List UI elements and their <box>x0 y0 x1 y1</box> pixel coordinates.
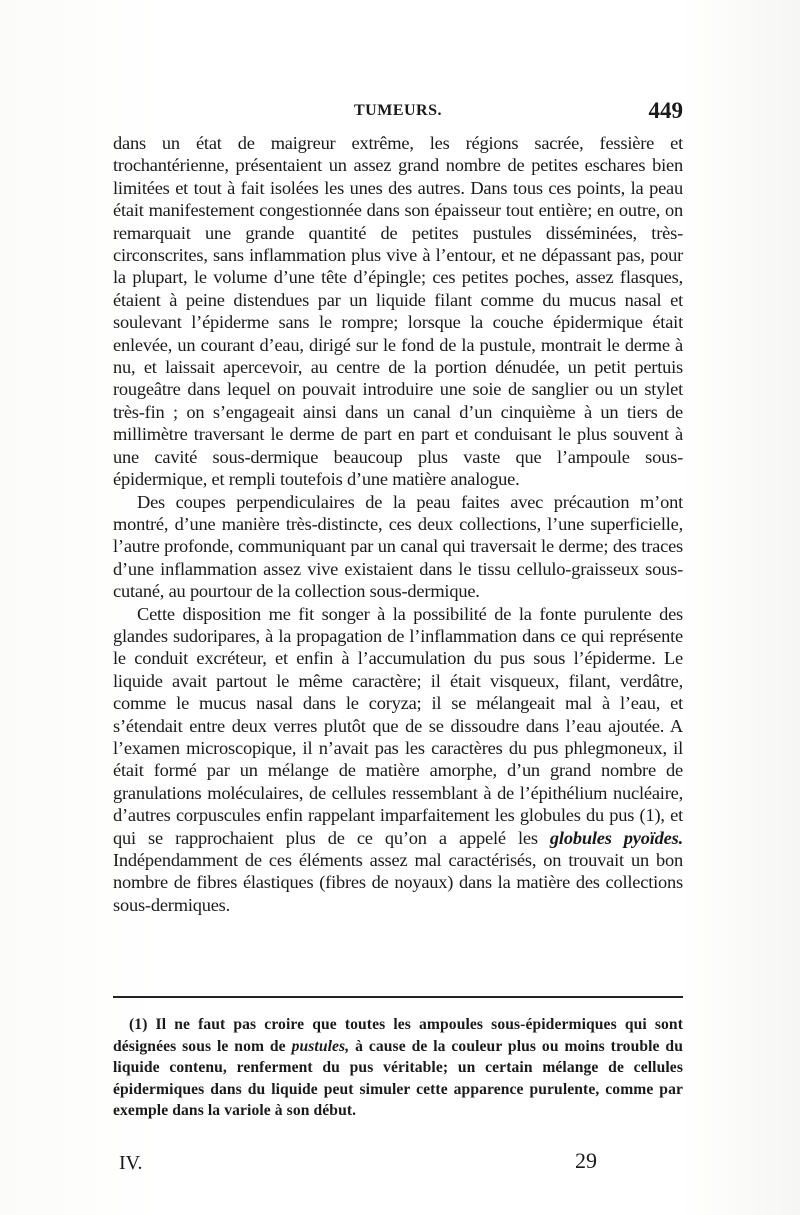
footnote-rule <box>113 996 683 998</box>
footnote <box>113 1014 683 1122</box>
paragraph-1: dans un état de maigreur extrême, les régions sacrée, fessière et trochantérienne, présentaient un assez grand nombre de petites eschares bien limitées et tout à fait isolées les unes des autres. Dans tous ces points, la peau était manifestement congestionnée dans son épaisseur tout entière; en outre, on remarquait une grande quantité de petites pustules disséminées, très-circonscrites, sans inflammation plus vive à l’entour, et ne dépassant pas, pour la plupart, le volume d’une tête d’épingle; ces petites poches, assez flasques, étaient à peine distendues par un liquide filant comme du mucus nasal et soulevant l’épiderme sans le rompre; lorsque la couche épidermique était enlevée, un courant d’eau, dirigé sur le fond de la pustule, montrait le derme à nu, et laissait apercevoir, au centre de la portion dénudée, un petit pertuis rougeâtre dans lequel on pouvait introduire une soie de sanglier ou un stylet très-fin ; on s’engageait ainsi dans un canal d’un cinquième à un tiers de millimètre traversant le derme de part en part et conduisant le plus souvent à une cavité sous-dermique beaucoup plus vaste que l’ampoule sous-épidermique, et rempli toutefois d’une matière analogue. <box>113 133 683 490</box>
paragraph-2: Des coupes perpendiculaires de la peau faites avec précaution m’ont montré, d’une manière très-distincte, ces deux collections, l’une superficielle, l’autre profonde, communiquant par un canal qui traversait le derme; des traces d’une inflammation assez vive existaient dans le tissu cellulo-graisseux sous-cutané, au pourtour de la collection sous-dermique. <box>113 491 683 602</box>
paragraph-3-text-start: Cette disposition me fit songer à la possibilité de la fonte purulente des glandes sudoripares, à la propagation de l’inflammation dans ce qui représente le conduit excréteur, et enfin à l’accumulation du pus sous l’épiderme. Le liquide avait partout le même caractère; il était visqueux, filant, verdâtre, comme le mucus nasal dans le coryza; il se mélangeait mal à l’eau, et s’étendait entre deux verres plutôt que de se dissoudre dans l’eau ajoutée. A l’examen microscopique, il n’avait pas les caractères du pus phlegmoneux, il était formé par un mélange de matière amorphe, d’un grand nombre de granulations moléculaires, de cellules ressemblant à de l’épithélium nucléaire, d’autres corpuscules enfin rappelant imparfaitement les globules du pus (1), et qui se rapprochaient plus de ce qu’on a appelé les <box>113 603 683 848</box>
volume-mark: IV. <box>119 1152 143 1174</box>
footnote-text-start: (1) Il ne faut pas croire que toutes les ampoules sous-épidermiques qui sont désignées sous le nom de <box>113 1016 683 1055</box>
signature-line <box>113 1148 683 1178</box>
page-number: 449 <box>648 98 683 123</box>
footnote-italic-term: pustules, <box>291 1037 350 1055</box>
paragraph-3-text-end: Indépendamment de ces éléments assez mal caractérisés, on trouvait un bon nombre de fibres élastiques (fibres de noyaux) dans la matière des collections sous-dermiques. <box>113 850 683 915</box>
page-header <box>113 98 683 126</box>
sheet-signature: 29 <box>575 1148 597 1173</box>
running-title: TUMEURS. <box>353 102 442 119</box>
main-text <box>113 132 683 916</box>
paragraph-3 <box>113 603 683 917</box>
italic-term: globules pyoïdes. <box>549 827 683 848</box>
footnote-text-end: à cause de la couleur plus ou moins trouble du liquide contenu, renferment du pus véritable; un certain mélange de cellules épidermiques dans du liquide peut simuler cette apparence purulente, comme par exemple dans la variole à son début. <box>113 1037 683 1119</box>
